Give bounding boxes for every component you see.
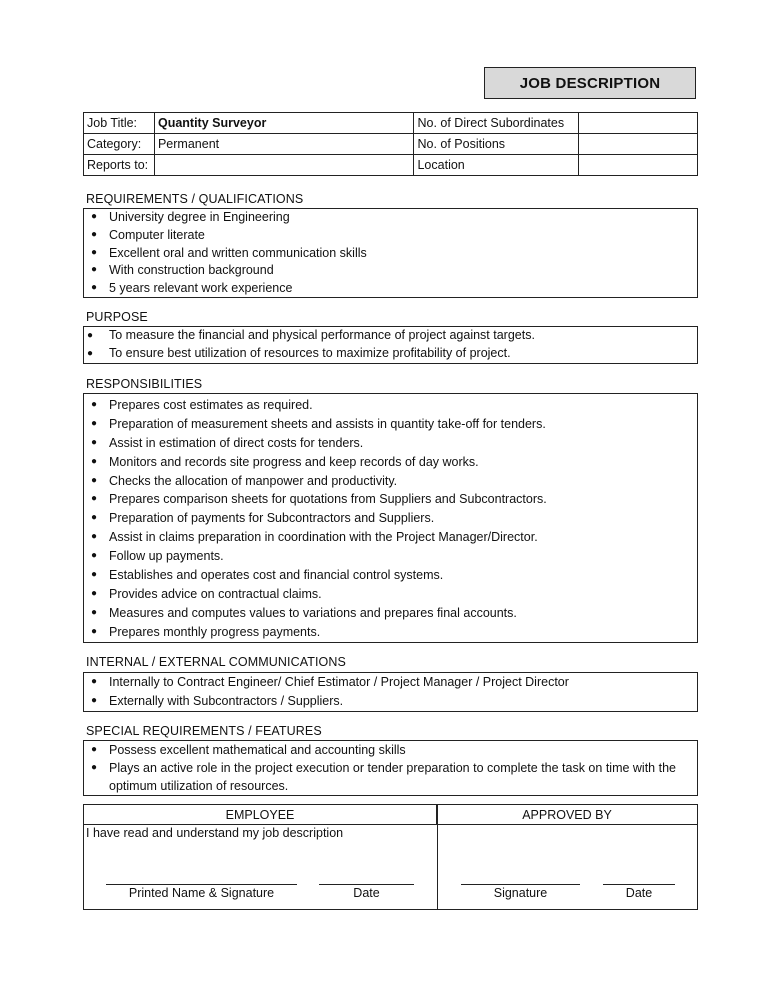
bullet-icon: ● xyxy=(91,694,98,706)
reports-to-row xyxy=(84,155,698,176)
list-item: ● Preparation of measurement sheets and assists in quantity take-off for tenders. xyxy=(91,416,546,431)
list-item: ● Assist in claims preparation in coordination with the Project Manager/Director. xyxy=(91,530,538,545)
bullet-icon: ● xyxy=(91,625,98,637)
bullet-icon: ● xyxy=(91,264,98,276)
list-item: ● To measure the financial and physical performance of project against targets. xyxy=(87,328,535,342)
list-item: ● Checks the allocation of manpower and productivity. xyxy=(91,473,398,488)
bullet-icon: ● xyxy=(91,246,98,258)
list-item: ● Possess excellent mathematical and accounting skills xyxy=(91,743,406,757)
approved-by-header: APPROVED BY xyxy=(437,805,697,825)
category-row xyxy=(84,134,698,155)
positions-label: No. of Positions xyxy=(414,134,579,155)
bullet-icon: ● xyxy=(91,436,98,448)
bullet-icon: ● xyxy=(91,399,98,410)
bullet-icon: ● xyxy=(91,606,98,618)
bullet-icon: ● xyxy=(91,228,98,240)
reports-to-label: Reports to: xyxy=(84,155,155,176)
bullet-icon: ● xyxy=(91,282,98,294)
bullet-icon: ● xyxy=(91,550,98,562)
list-item: ● Prepares monthly progress payments. xyxy=(91,624,321,639)
list-item: ● Follow up payments. xyxy=(91,549,224,564)
purpose-heading: PURPOSE xyxy=(86,310,148,324)
bullet-icon: ● xyxy=(91,531,98,543)
bullet-icon: ● xyxy=(91,455,98,467)
responsibilities-box xyxy=(83,393,698,643)
document-title: JOB DESCRIPTION xyxy=(484,67,696,99)
purpose-box xyxy=(83,326,698,364)
list-item: ● Measures and computes values to variations and prepares final accounts. xyxy=(91,605,517,620)
bullet-icon: ● xyxy=(87,347,94,359)
list-item: ● 5 years relevant work experience xyxy=(91,281,293,296)
acknowledgement-statement: I have read and understand my job description xyxy=(86,826,344,840)
signature-caption: Signature xyxy=(493,886,548,900)
employee-date-line[interactable] xyxy=(319,884,414,885)
category-label: Category: xyxy=(84,134,155,155)
bullet-icon: ● xyxy=(91,762,98,773)
list-item: ● Computer literate xyxy=(91,227,205,242)
list-item: ● Internally to Contract Engineer/ Chief Estimator / Project Manager / Project Director xyxy=(91,675,569,689)
responsibilities-heading: RESPONSIBILITIES xyxy=(86,377,203,391)
employee-date-caption: Date xyxy=(353,886,380,900)
list-item: ● With construction background xyxy=(91,263,274,278)
list-item: ● Prepares cost estimates as required. xyxy=(91,398,313,412)
approved-date-caption: Date xyxy=(625,886,653,900)
job-title-label: Job Title: xyxy=(84,113,155,134)
employee-header: EMPLOYEE xyxy=(84,805,437,825)
location-label: Location xyxy=(414,155,579,176)
communications-box xyxy=(83,672,698,712)
bullet-icon: ● xyxy=(91,587,98,599)
list-item: ● Provides advice on contractual claims. xyxy=(91,586,322,601)
list-item: ● University degree in Engineering xyxy=(91,210,290,224)
requirements-heading: REQUIREMENTS / QUALIFICATIONS xyxy=(86,192,304,206)
list-item: ● Establishes and operates cost and financial control systems. xyxy=(91,568,444,583)
special-box xyxy=(83,740,698,796)
list-item: ● Externally with Subcontractors / Suppliers. xyxy=(91,693,344,708)
special-heading: SPECIAL REQUIREMENTS / FEATURES xyxy=(86,724,322,738)
signoff-table xyxy=(83,804,698,910)
communications-heading: INTERNAL / EXTERNAL COMMUNICATIONS xyxy=(86,655,346,669)
bullet-icon: ● xyxy=(91,676,98,687)
reports-to-value xyxy=(154,155,414,176)
category-value: Permanent xyxy=(154,134,414,155)
bullet-icon: ● xyxy=(91,493,98,505)
job-title-value: Quantity Surveyor xyxy=(154,113,414,134)
printed-name-signature-line[interactable] xyxy=(106,884,297,885)
job-info-table xyxy=(83,112,698,176)
bullet-icon: ● xyxy=(91,512,98,524)
list-item: ● Prepares comparison sheets for quotations from Suppliers and Subcontractors. xyxy=(91,492,547,507)
list-item: ● To ensure best utilization of resources to maximize profitability of project. xyxy=(87,345,511,360)
bullet-icon: ● xyxy=(91,744,98,755)
approver-signature-line[interactable] xyxy=(461,884,580,885)
bullet-icon: ● xyxy=(91,417,98,429)
requirements-box xyxy=(83,208,698,298)
direct-subordinates-label: No. of Direct Subordinates xyxy=(414,113,579,134)
list-item: ● Plays an active role in the project execution or tender preparation to complete the task on time with the optimum utilization of resources. xyxy=(91,761,676,793)
bullet-icon: ● xyxy=(87,330,94,341)
list-item: ● Excellent oral and written communication skills xyxy=(91,245,367,260)
location-value xyxy=(579,155,698,176)
list-item: ● Assist in estimation of direct costs for tenders. xyxy=(91,435,364,450)
printed-name-caption: Printed Name & Signature xyxy=(128,886,275,900)
list-item: ● Preparation of payments for Subcontractors and Suppliers. xyxy=(91,511,435,526)
bullet-icon: ● xyxy=(91,474,98,486)
positions-value xyxy=(579,134,698,155)
bullet-icon: ● xyxy=(91,569,98,581)
bullet-icon: ● xyxy=(91,211,98,222)
job-title-row xyxy=(84,113,698,134)
list-item: ● Monitors and records site progress and keep records of day works. xyxy=(91,454,479,469)
direct-subordinates-value xyxy=(579,113,698,134)
signoff-divider xyxy=(437,805,438,909)
approver-date-line[interactable] xyxy=(603,884,675,885)
